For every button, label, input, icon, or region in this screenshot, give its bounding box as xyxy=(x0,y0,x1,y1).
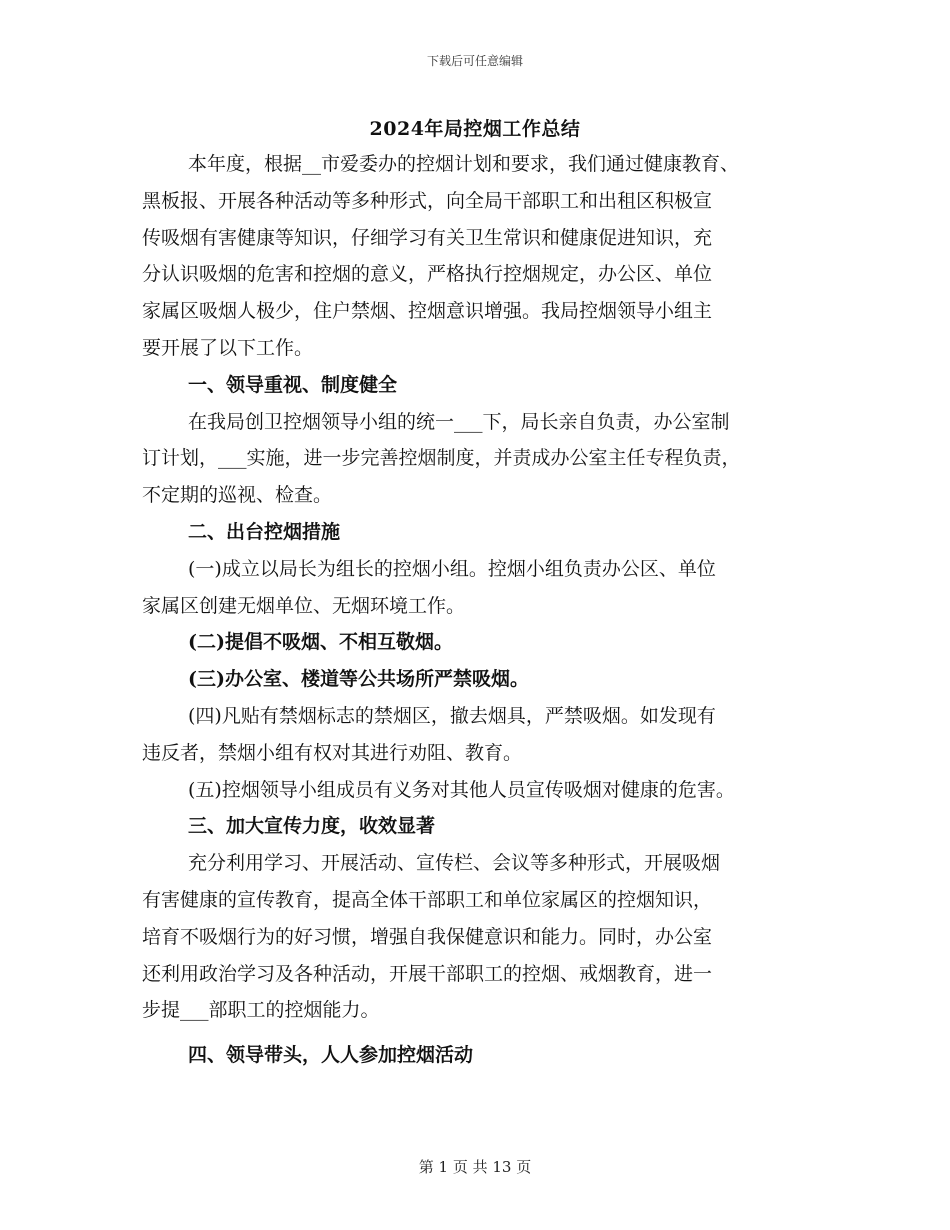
measure-item-2: (二)提倡不吸烟、不相互敬烟。 xyxy=(188,631,453,654)
paragraph-line: 传吸烟有害健康等知识，仔细学习有关卫生常识和健康促进知识，充 xyxy=(142,226,713,249)
section-heading-4: 四、领导带头，人人参加控烟活动 xyxy=(188,1044,474,1067)
paragraph-line: 步提___部职工的控烟能力。 xyxy=(142,999,380,1022)
section-heading-3: 三、加大宣传力度，收效显著 xyxy=(188,815,436,838)
document-body xyxy=(142,146,812,1074)
paragraph-line: (五)控烟领导小组成员有义务对其他人员宣传吸烟对健康的危害。 xyxy=(188,778,735,801)
measure-item-3: (三)办公室、楼道等公共场所严禁吸烟。 xyxy=(188,668,529,691)
paragraph-line: 本年度，根据__市爱委办的控烟计划和要求，我们通过健康教育、 xyxy=(188,153,740,175)
paragraph-line: 违反者，禁烟小组有权对其进行劝阻、教育。 xyxy=(142,741,523,764)
paragraph-line: 有害健康的宣传教育，提高全体干部职工和单位家属区的控烟知识， xyxy=(142,888,713,911)
paragraph-line: 要开展了以下工作。 xyxy=(142,336,314,359)
section-heading-2: 二、出台控烟措施 xyxy=(188,520,341,543)
document-title: 2024年局控烟工作总结 xyxy=(369,118,581,140)
section-heading-1: 一、领导重视、制度健全 xyxy=(188,373,398,396)
page-header-note: 下载后可任意编辑 xyxy=(426,54,523,68)
paragraph-line: 黑板报、开展各种活动等多种形式，向全局干部职工和出租区积极宣 xyxy=(142,189,713,212)
paragraph-line: 家属区创建无烟单位、无烟环境工作。 xyxy=(142,594,466,617)
paragraph-line: 家属区吸烟人极少，住户禁烟、控烟意识增强。我局控烟领导小组主 xyxy=(142,300,713,323)
paragraph-line: 在我局创卫控烟领导小组的统一___下，局长亲自负责，办公室制 xyxy=(188,410,730,433)
paragraph-line: 不定期的巡视、检查。 xyxy=(142,484,333,507)
page-number: 第 1 页 共 13 页 xyxy=(418,1158,532,1176)
paragraph-line: 培育不吸烟行为的好习惯，增强自我保健意识和能力。同时，办公室 xyxy=(142,925,713,948)
paragraph-line: 充分利用学习、开展活动、宣传栏、会议等多种形式，开展吸烟 xyxy=(188,852,721,875)
paragraph-line: 分认识吸烟的危害和控烟的意义，严格执行控烟规定，办公区、单位 xyxy=(142,263,713,286)
paragraph-line: (一)成立以局长为组长的控烟小组。控烟小组负责办公区、单位 xyxy=(188,557,716,580)
paragraph-line: 订计划，___实施，进一步完善控烟制度，并责成办公室主任专程负责， xyxy=(142,447,741,470)
paragraph-line: (四)凡贴有禁烟标志的禁烟区，撤去烟具，严禁吸烟。如发现有 xyxy=(188,704,716,727)
paragraph-line: 还利用政治学习及各种活动，开展干部职工的控烟、戒烟教育，进一 xyxy=(142,962,713,985)
paragraph-gap xyxy=(142,1029,812,1037)
